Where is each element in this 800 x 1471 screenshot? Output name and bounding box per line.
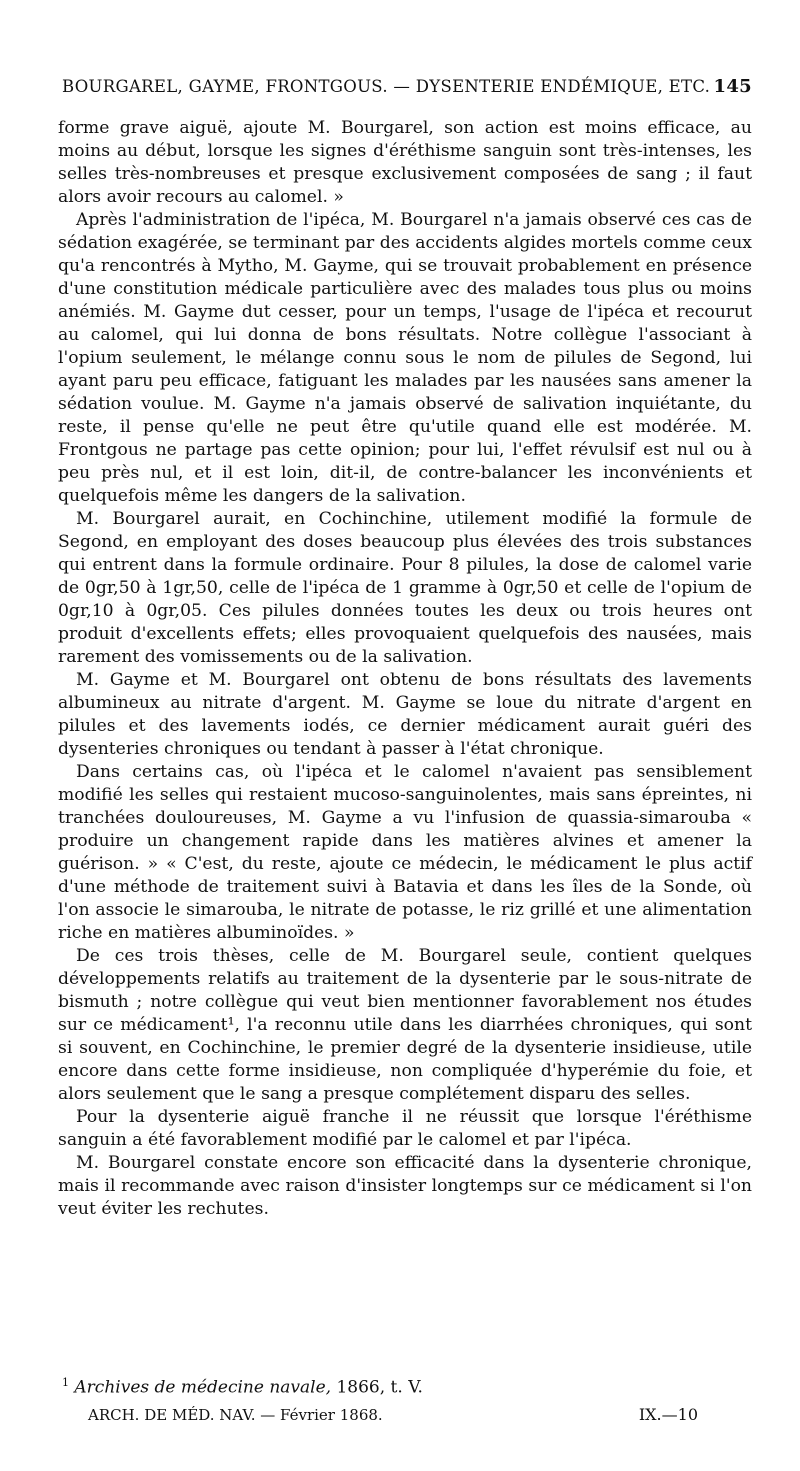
paragraph-segond-formula: M. Bourgarel aurait, en Cochinchine, utilement modifié la formule de Segond, en employant des doses beaucoup plus élevées des trois substances qui entrent dans la formule ordinaire. Pour 8 pilules, la dose de calomel varie de 0gr,50 à 1gr,50, celle de l'ipéca de 1 gramme à 0gr,50 et celle de l'opium de 0gr,10 à 0gr,05. Ces pilules données toutes les deux ou trois heures ont produit d'excellents effets; elles provoquaient quelquefois des nausées, mais rarement des vomissements ou de la salivation.	[58, 509, 752, 667]
paragraph-continuation: forme grave aiguë, ajoute M. Bourgarel, son action est moins efficace, au moins au début, lorsque les signes d'éréthisme sanguin sont très-intenses, les selles très-nombreuses et presque exclusivement composées de sang ; il faut alors avoir recours au calomel. »	[58, 118, 752, 207]
page-footer	[88, 1405, 698, 1424]
footnote-marker: 1	[62, 1376, 69, 1389]
paragraph-ipeca-sedation: Après l'administration de l'ipéca, M. Bourgarel n'a jamais observé ces cas de sédation exagérée, se terminant par des accidents algides mortels comme ceux qu'a rencontrés à Mytho, M. Gayme, qui se trouvait probablement en présence d'une constitution médicale particulière avec des malades tous plus ou moins anémiés. M. Gayme dut cesser, pour un temps, l'usage de l'ipéca et recourut au calomel, qui lui donna de bons résultats. Notre collègue l'associant à l'opium seulement, le mélange connu sous le nom de pilules de Segond, lui ayant paru peu efficace, fatiguant les malades par les nausées sans amener la sédation voulue. M. Gayme n'a jamais observé de salivation inquiétante, du reste, il pense qu'elle ne peut être qu'utile quand elle est modérée. M. Frontgous ne partage pas cette opinion; pour lui, l'effet révulsif est nul ou à peu près nul, et il est loin, dit-il, de contre-balancer les inconvénients et quelquefois même les dangers de la salivation.	[58, 210, 752, 506]
body-text	[58, 117, 752, 1221]
running-title: BOURGAREL, GAYME, FRONTGOUS. — DYSENTERIE ENDÉMIQUE, ETC.	[62, 77, 711, 96]
running-header	[62, 76, 752, 104]
paragraph-acute-dysentery: Pour la dysenterie aiguë franche il ne réussit que lorsque l'éréthisme sanguin a été favorablement modifié par le calomel et par l'ipéca.	[58, 1107, 752, 1150]
paragraph-silver-nitrate: M. Gayme et M. Bourgarel ont obtenu de bons résultats des lavements albumineux au nitrate d'argent. M. Gayme se loue du nitrate d'argent en pilules et des lavements iodés, ce dernier médicament aurait guéri des dysenteries chroniques ou tendant à passer à l'état chronique.	[58, 670, 752, 759]
signature-mark: IX.—10	[638, 1405, 698, 1424]
paragraph-quassia-simarouba: Dans certains cas, où l'ipéca et le calomel n'avaient pas sensiblement modifié les selles qui restaient mucoso-sanguinolentes, mais sans épreintes, ni tranchées douloureuses, M. Gayme a vu l'infusion de quassia-simarouba « produire un changement rapide dans les matières alvines et amener la guérison. » « C'est, du reste, ajoute ce médecin, le médicament le plus actif d'une méthode de traitement suivi à Batavia et dans les îles de la Sonde, où l'on associe le simarouba, le nitrate de potasse, le riz grillé et une alimentation riche en matières albuminoïdes. »	[58, 762, 752, 943]
paragraph-chronic-dysentery: M. Bourgarel constate encore son efficacité dans la dysenterie chronique, mais il recommande avec raison d'insister longtemps sur ce médicament si l'on veut éviter les rechutes.	[58, 1153, 752, 1219]
paragraph-bismuth: De ces trois thèses, celle de M. Bourgarel seule, contient quelques développements relatifs au traitement de la dysenterie par le sous-nitrate de bismuth ; notre collègue qui veut bien mentionner favorablement nos études sur ce médicament¹, l'a reconnu utile dans les diarrhées chroniques, qui sont si souvent, en Cochinchine, le premier degré de la dysenterie insidieuse, utile encore dans cette forme insidieuse, non compliquée d'hyperémie du foie, et alors seulement que le sang a presque complétement disparu des selles.	[58, 946, 752, 1104]
page-number: 145	[713, 76, 752, 97]
footnote	[62, 1376, 423, 1398]
journal-reference: ARCH. DE MÉD. NAV. — Février 1868.	[88, 1406, 383, 1424]
footnote-details: 1866, t. V.	[336, 1377, 423, 1398]
footnote-source-title: Archives de médecine navale,	[74, 1377, 332, 1398]
